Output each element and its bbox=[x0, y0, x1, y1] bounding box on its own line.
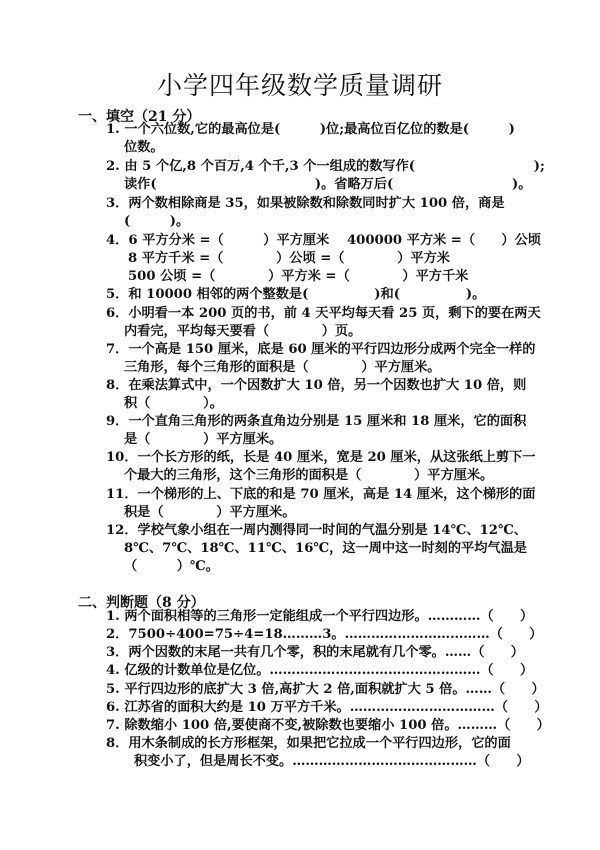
s1-line-9: 500 公顷 =（ ）平方米 =（ ）平方千米 bbox=[128, 269, 469, 284]
s1-line-17: 9．一个直角三角形的两条直角边分别是 15 厘米和 18 厘米，它的面积 bbox=[106, 414, 527, 429]
s1-line-12: 内看完，平均每天要看（ ）页。 bbox=[124, 324, 362, 339]
s1-line-2: 位数。 bbox=[124, 140, 164, 155]
section-true-false-heading: 二、判断题（8 分） bbox=[78, 595, 205, 611]
s1-line-19: 10．一个长方形的纸，长是 40 厘米，宽是 20 厘米，从这张纸上剪下一 bbox=[106, 450, 536, 465]
s1-line-4: 读作( )。省略万后( )。 bbox=[124, 177, 532, 192]
s1-line-11: 6．小明看一本 200 页的书，前 4 天平均每天看 25 页，剩下的要在两天 bbox=[106, 306, 541, 321]
s1-line-15: 8．在乘法算式中，一个因数扩大 10 倍，另一个因数也扩大 10 倍，则 bbox=[106, 378, 527, 393]
s1-line-5: 3．两个数相除商是 35，如果被除数和除数同时扩大 100 倍，商是 bbox=[106, 196, 505, 211]
s2-line-8: 8．用木条制成的长方形框架，如果把它拉成一个平行四边形，它的面 bbox=[106, 736, 511, 751]
s2-line-2: 2．7500÷400=75÷4=18………3。……………………………（ ） bbox=[106, 627, 543, 642]
s2-line-3: 3．两个因数的末尾一共有几个零，积的末尾就有几个零。……（ ） bbox=[106, 645, 524, 660]
s2-line-1: 1. 两个面积相等的三角形一定能组成一个平行四边形。…………（ ） bbox=[106, 609, 534, 624]
s1-line-24: 8℃、7℃、18℃、11℃、16℃，这一周中这一时刻的平均气温是 bbox=[124, 541, 527, 556]
s1-line-18: 是（ ）平方厘米。 bbox=[124, 432, 283, 447]
s1-line-8: 8 平方千米 =（ ）公顷 =（ ）平方米 bbox=[128, 251, 450, 266]
s1-line-14: 三角形，每个三角形的面积是（ ）平方厘米。 bbox=[124, 360, 441, 375]
s1-line-23: 12．学校气象小组在一周内测得同一时间的气温分别是 14℃、12℃、 bbox=[106, 523, 527, 538]
s2-line-5: 5. 平行四边形的底扩大 3 倍,高扩大 2 倍,面积就扩大 5 倍。……（ ） bbox=[106, 682, 545, 697]
s1-line-25: （ ）℃。 bbox=[124, 559, 219, 574]
s1-line-16: 积（ ）。 bbox=[124, 396, 223, 411]
s1-line-21: 11．一个梯形的上、下底的和是 70 厘米，高是 14 厘米，这个梯形的面 bbox=[106, 487, 536, 502]
s1-line-20: 个最大的三角形，这个三角形的面积是（ ）平方厘米。 bbox=[124, 468, 494, 483]
s1-line-22: 积是（ ）平方厘米。 bbox=[124, 505, 296, 520]
s1-line-10: 5．和 10000 相邻的两个整数是( )和( )。 bbox=[106, 287, 486, 302]
s2-line-7: 7. 除数缩小 100 倍,要使商不变,被除数也要缩小 100 倍。………（ ） bbox=[106, 718, 550, 733]
section-fill-blank-heading: 一、填空（21 分） bbox=[78, 109, 201, 125]
s1-line-6: ( )。 bbox=[124, 214, 190, 229]
s1-line-1: 1. 一个六位数,它的最高位是( )位;最高位百亿位的数是( ) bbox=[106, 122, 515, 137]
s2-line-6: 6. 江苏省的面积大约是 10 万平方千米。……………………………（ ） bbox=[106, 700, 548, 715]
s1-line-7: 4．6 平方分米 =（ ）平方厘米 400000 平方米 =（ ）公顷 bbox=[106, 233, 541, 248]
s1-line-13: 7．一个高是 150 厘米，底是 60 厘米的平行四边形分成两个完全一样的 bbox=[106, 342, 536, 357]
s2-line-9: 积变小了，但是周长不变。……………………………………（ ） bbox=[134, 754, 530, 769]
s2-line-4: 4. 亿级的计数单位是亿位。…………………………………………（ ） bbox=[106, 663, 534, 678]
s1-line-3: 2. 由 5 个亿,8 个百万,4 个千,3 个一组成的数写作( ); bbox=[106, 159, 545, 174]
page-title: 小学四年级数学质量调研 bbox=[156, 71, 443, 100]
